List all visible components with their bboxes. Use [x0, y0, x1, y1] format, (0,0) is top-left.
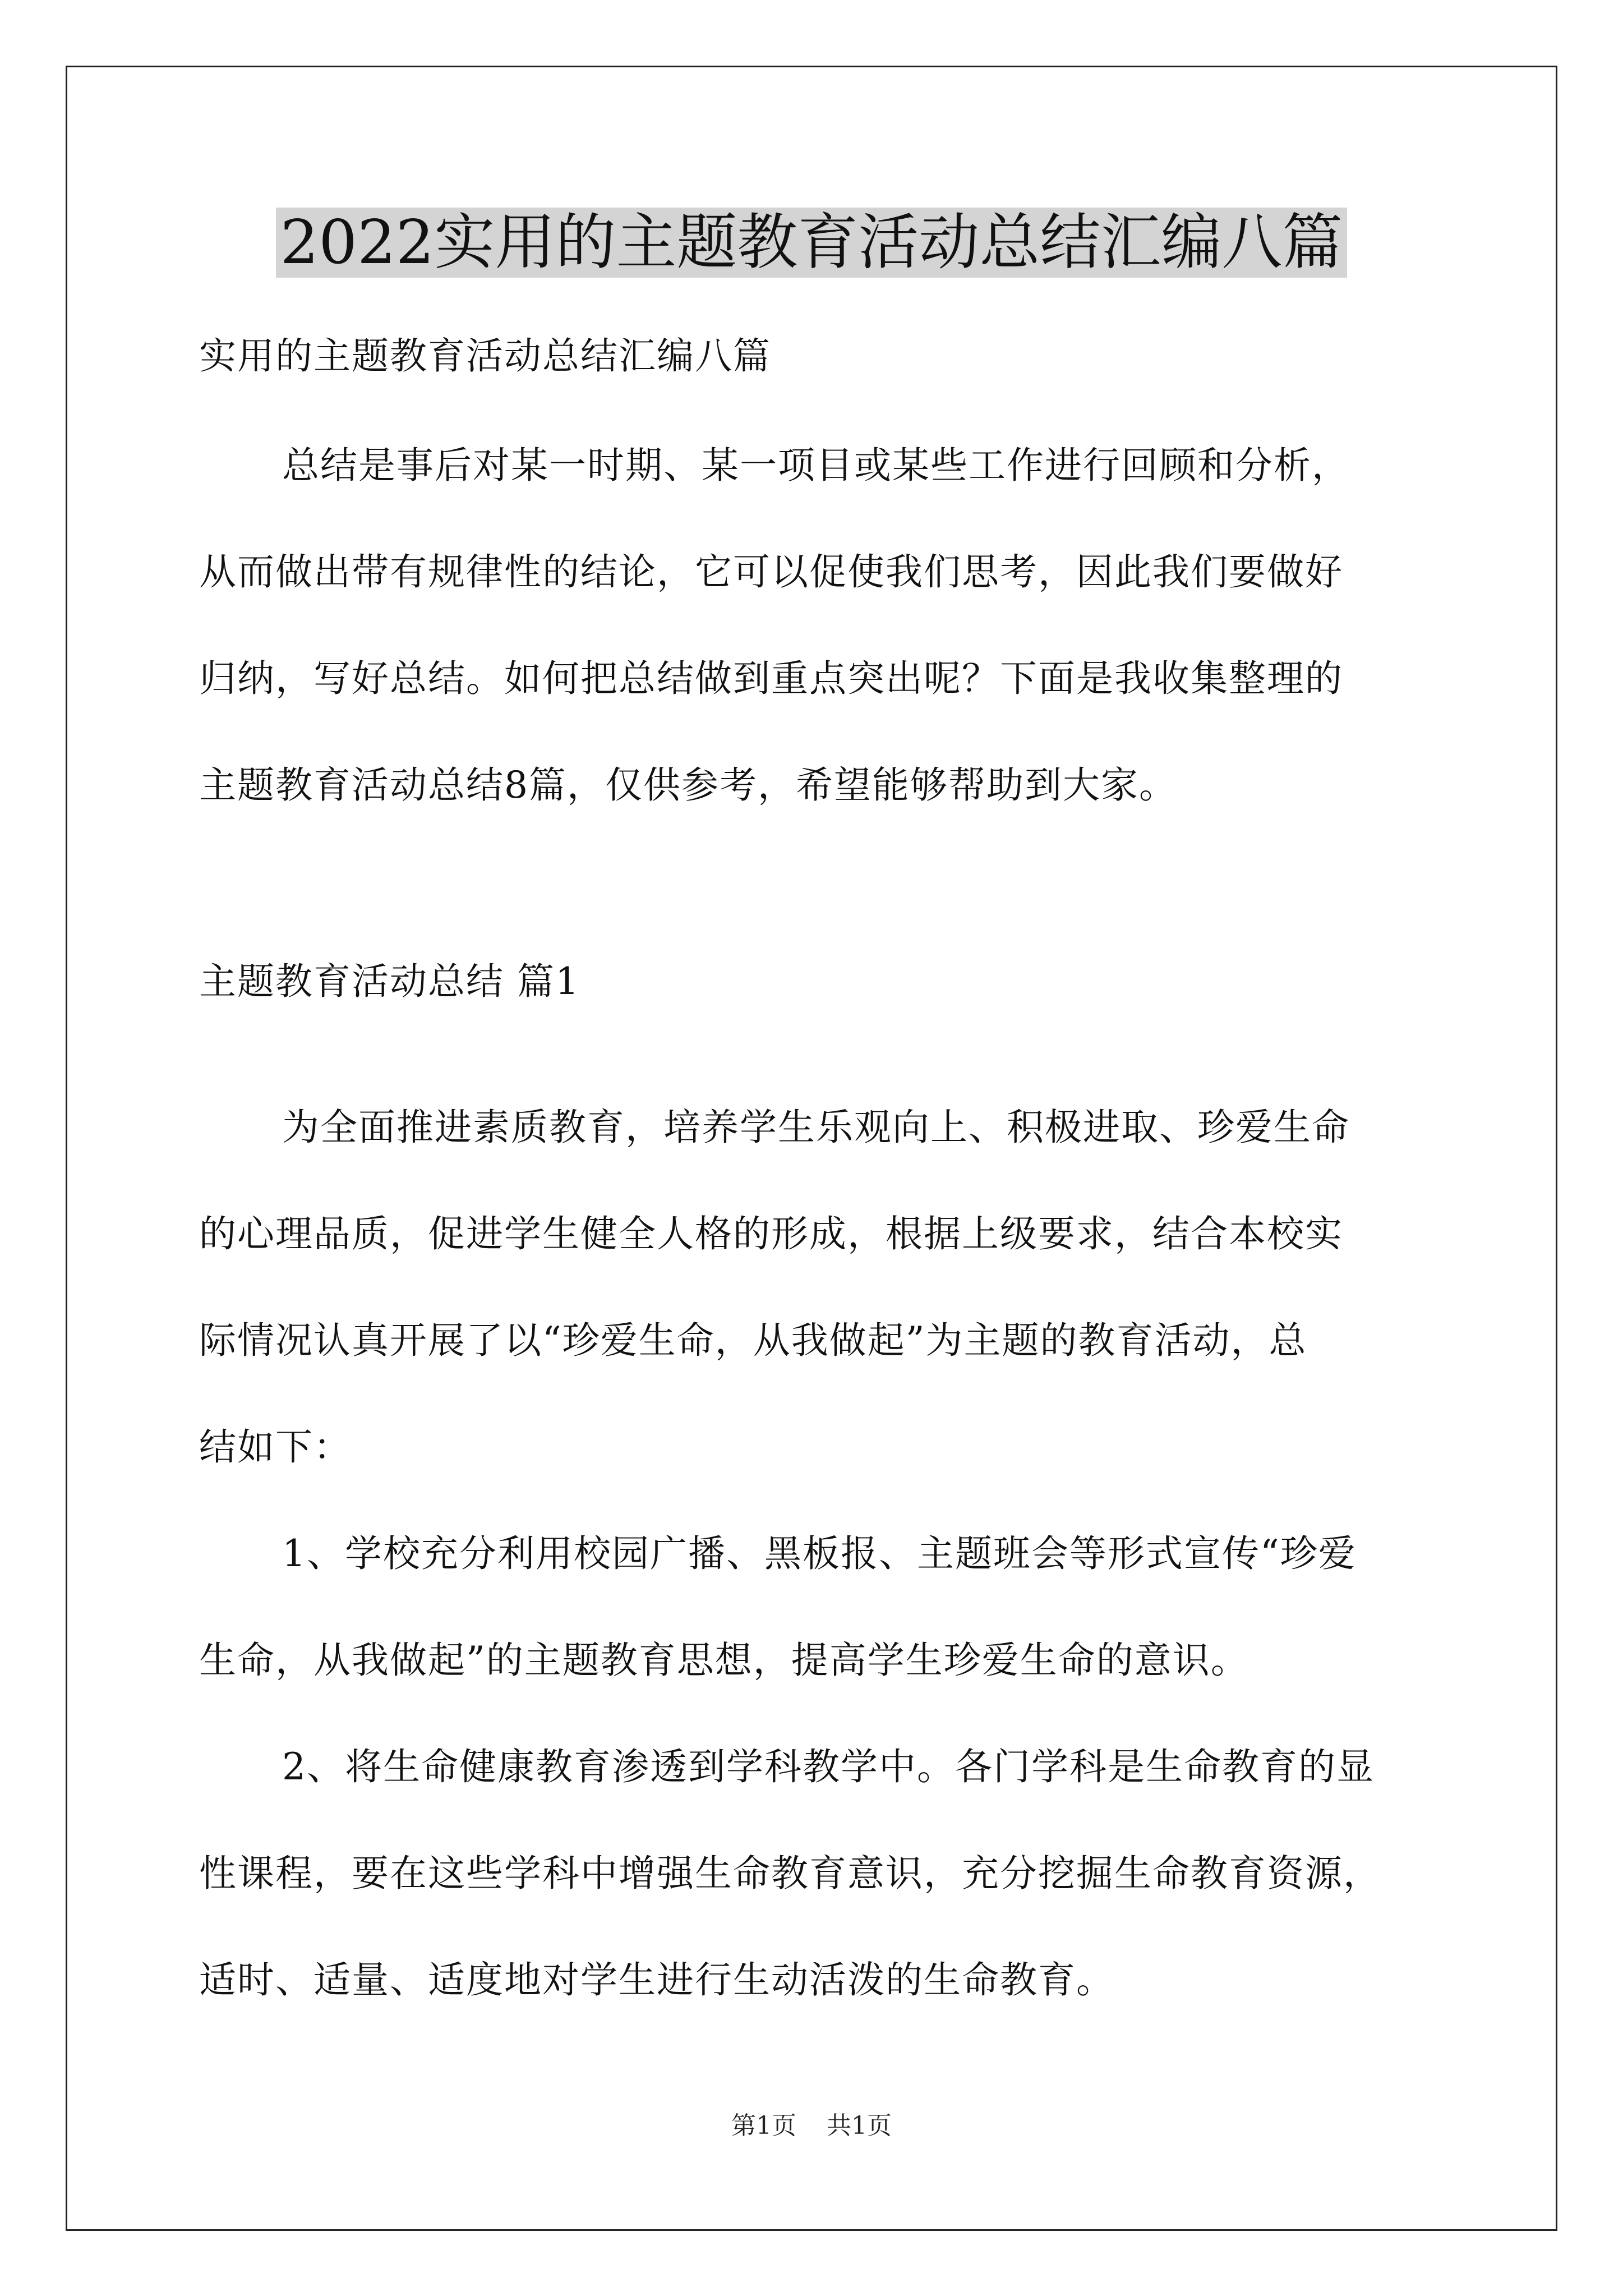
section-line: 为全面推进素质教育，培养学生乐观向上、积极进取、珍爱生命: [282, 1106, 1350, 1149]
section-line: 性课程，要在这些学科中增强生命教育意识，充分挖掘生命教育资源，: [199, 1852, 1381, 1895]
section-line: 适时、适量、适度地对学生进行生动活泼的生命教育。: [199, 1958, 1114, 2001]
intro-line: 主题教育活动总结8篇，仅供参考，希望能够帮助到大家。: [199, 763, 1177, 807]
page-number: 第1页: [731, 2111, 796, 2140]
intro-line: 总结是事后对某一时期、某一项目或某些工作进行回顾和分析，: [282, 444, 1350, 487]
document-title: [0, 198, 1623, 288]
intro-line: 从而做出带有规律性的结论，它可以促使我们思考，因此我们要做好: [199, 550, 1343, 593]
section-line: 际情况认真开展了以“珍爱生命，从我做起”为主题的教育活动，总: [199, 1319, 1307, 1362]
page-total: 共1页: [827, 2111, 892, 2140]
document-title-text: 2022实用的主题教育活动总结汇编八篇: [276, 208, 1348, 278]
section-line: 生命，从我做起”的主题教育思想，提高学生珍爱生命的意识。: [199, 1639, 1249, 1682]
page-footer: [0, 2109, 1623, 2143]
section-line: 的心理品质，促进学生健全人格的形成，根据上级要求，结合本校实: [199, 1212, 1343, 1255]
section-heading: 主题教育活动总结 篇1: [199, 960, 580, 1003]
section-line: 2、将生命健康教育渗透到学科教学中。各门学科是生命教育的显: [282, 1745, 1375, 1788]
section-line: 结如下：: [199, 1425, 352, 1469]
intro-line: 归纳，写好总结。如何把总结做到重点突出呢？下面是我收集整理的: [199, 657, 1343, 700]
document-subtitle: 实用的主题教育活动总结汇编八篇: [199, 334, 771, 378]
section-line: 1、学校充分利用校园广播、黑板报、主题班会等形式宣传“珍爱: [282, 1532, 1357, 1575]
